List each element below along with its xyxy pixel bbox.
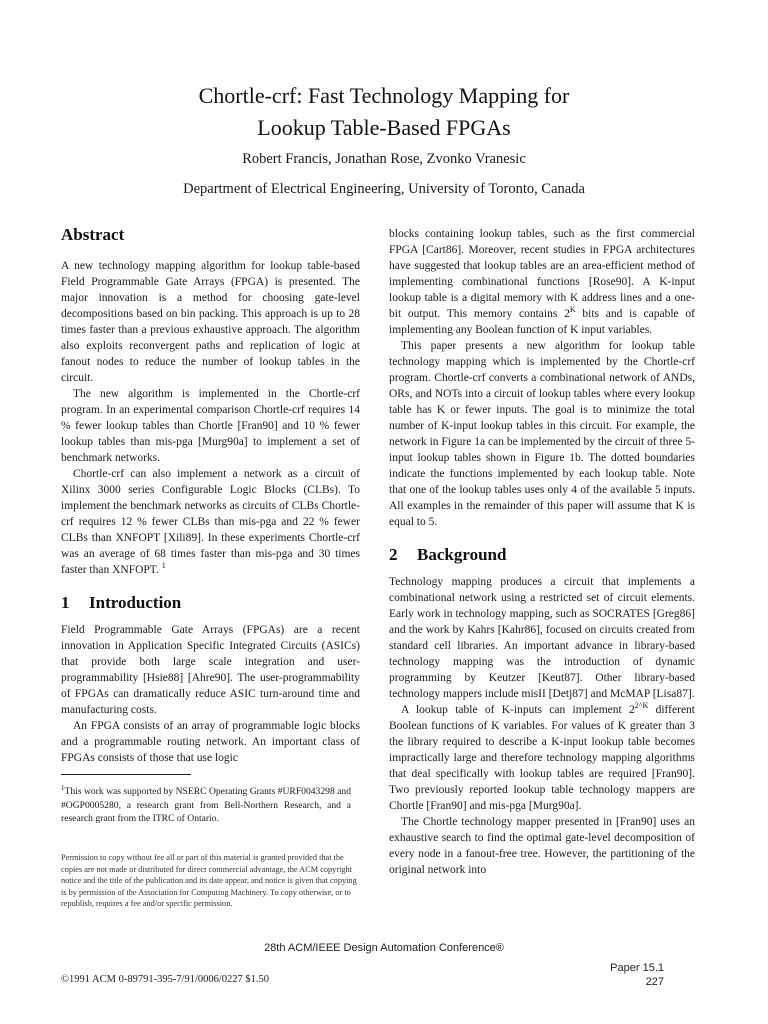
intro-paragraph-1: Field Programmable Gate Arrays (FPGAs) are a recent innovation in Application Specific Integrated Circuits (ASICs) that provide both large scale integration and user-programmability [Hsie88] [Ahre90]. The user-programmability of FPGAs can dramatically reduce ASIC turn-around time and manufacturing costs. xyxy=(61,624,360,716)
section-heading-background xyxy=(389,544,695,566)
intro-paragraph-2: An FPGA consists of an array of programmable logic blocks and a programmable routing network. An important class of FPGAs consists of those that use logic xyxy=(61,720,360,764)
right-paragraph-2: This paper presents a new algorithm for lookup table technology mapping which is implemented by the Chortle-crf program. Chortle-crf converts a combinational network of ANDs, ORs, and NOTs into a circuit of lookup tables where every lookup table has K or fewer inputs. The goal is to minimize the total number of K-input lookup tables in this circuit. For example, the network in Figure 1a can be implemented by the circuit of three 5-input lookup tables shown in Figure 1b. The dotted boundaries indicate the functions implemented by each lookup table. Note that one of the lookup tables uses only 4 of the available 5 inputs. All examples in the remainder of this paper will assume that K is equal to 5. xyxy=(389,340,695,528)
abstract-paragraph-1: A new technology mapping algorithm for lookup table-based Field Programmable Gate Arrays (FPGA) is presented. The major innovation is a method for choosing gate-level decompositions based on bin packing. This approach is up to 28 times faster than a previous exhaustive approach. The algorithm also exploits reconvergent paths and replication of logic at fanout nodes to reduce the number of lookup tables in the circuit. xyxy=(61,260,360,384)
paper-number-block xyxy=(610,961,664,989)
footnote-marker: 1 xyxy=(61,783,65,792)
copyright-line: ©1991 ACM 0-89791-395-7/91/0006/0227 $1.50 xyxy=(61,974,270,985)
abstract-heading: Abstract xyxy=(61,225,125,244)
right-column xyxy=(389,226,695,878)
right-paragraph-1 xyxy=(389,226,695,338)
superscript-k: K xyxy=(569,305,576,315)
page-number: 227 xyxy=(645,976,664,988)
background-paragraph-1: Technology mapping produces a circuit that implements a combinational network using a restricted set of circuit elements. Early work in technology mapping, such as SOCRATES [Greg86] and the work by Kahrs [Kahr86], focused on circuits created from standard cell libraries. An important advance in library-based technology mapping was the introduction of dynamic programming by Keutzer [Keut87]. Other library-based technology mappers include misII [Detj87] and McMAP [Lisa87]. xyxy=(389,576,695,700)
abstract-paragraph-3-text: Chortle-crf can also implement a network as a circuit of Xilinx 3000 series Configurable Logic Blocks (CLBs). To implement the benchmark networks as circuits of CLBs Chortle-crf requires 12 % fewer CLBs than mis-pga and 22 % fewer CLBs than XNFOPT [Xili89]. In these experiments Chortle-crf was an average of 68 times faster than mis-pga and 30 times faster than XNFOPT. xyxy=(61,468,360,576)
title-line-2: Lookup Table-Based FPGAs xyxy=(257,115,511,140)
footnote-rule xyxy=(61,774,191,775)
paper-number: Paper 15.1 xyxy=(610,962,664,974)
conference-line: 28th ACM/IEEE Design Automation Conference® xyxy=(264,942,504,954)
section-number: 2 xyxy=(389,545,398,564)
footnote xyxy=(61,785,351,826)
background-paragraph-2 xyxy=(389,702,695,814)
footnote-text: This work was supported by NSERC Operating Grants #URF0043298 and #OGP0005280, a research grant from Bell-Northern Research, and a research grant from the ITRC of Ontario. xyxy=(61,786,351,824)
affiliation: Department of Electrical Engineering, University of Toronto, Canada xyxy=(183,181,585,197)
right-paragraph-1-text: blocks containing lookup tables, such as the first commercial FPGA [Cart86]. Moreover, recent studies in FPGA architectures have suggested that lookup tables are an area-efficient method of implementing combinational functions [Rose90]. A K-input lookup table is a digital memory with K address lines and a one-bit output. This memory contains 2 xyxy=(389,228,695,320)
section-title: Introduction xyxy=(89,593,182,612)
section-title: Background xyxy=(417,545,507,564)
background-paragraph-2-start: A lookup table of K-inputs can implement 2 xyxy=(401,704,635,716)
background-paragraph-3: The Chortle technology mapper presented in [Fran90] uses an exhaustive search to find the optimal gate-level decomposition of every node in a fanout-free tree. However, the partitioning of the original network into xyxy=(389,816,695,876)
abstract-paragraph-2: The new algorithm is implemented in the Chortle-crf program. In an experimental comparison Chortle-crf requires 14 % fewer lookup tables than Chortle [Fran90] and 10 % fewer lookup tables than mis-pga [Murg90a] to implement a set of benchmark networks. xyxy=(61,388,360,464)
section-number: 1 xyxy=(61,593,70,612)
permission-notice: Permission to copy without fee all or part of this material is granted provided that the copies are not made or distributed for direct commercial advantage, the ACM copyright notice and the title of the publication and its date appear, and notice is given that copying is by permission of the Association for Computing Machinery. To copy otherwise, or to republish, requires a fee and/or specific permission. xyxy=(61,853,357,908)
superscript-2k: 2^K xyxy=(634,701,649,711)
background-paragraph-2-end: different Boolean functions of K variables. For values of K greater than 3 the library required to describe a K-input lookup table becomes impractically large and therefore technology mapping algorithms that deal specifically with lookup tables are required [Fran90]. Two previously reported lookup table technology mappers are Chortle [Fran90] and mis-pga [Murg90a]. xyxy=(389,704,695,812)
footnote-ref: 1 xyxy=(161,561,166,571)
right-paragraph-1-end: bits and is capable of implementing any Boolean function of K input variables. xyxy=(389,308,695,336)
abstract-paragraph-3 xyxy=(61,466,360,578)
title-line-1: Chortle-crf: Fast Technology Mapping for xyxy=(198,83,570,108)
left-column xyxy=(61,224,360,766)
author-list: Robert Francis, Jonathan Rose, Zvonko Vranesic xyxy=(242,151,526,167)
section-heading-introduction xyxy=(61,592,360,614)
paper-title xyxy=(0,80,768,144)
